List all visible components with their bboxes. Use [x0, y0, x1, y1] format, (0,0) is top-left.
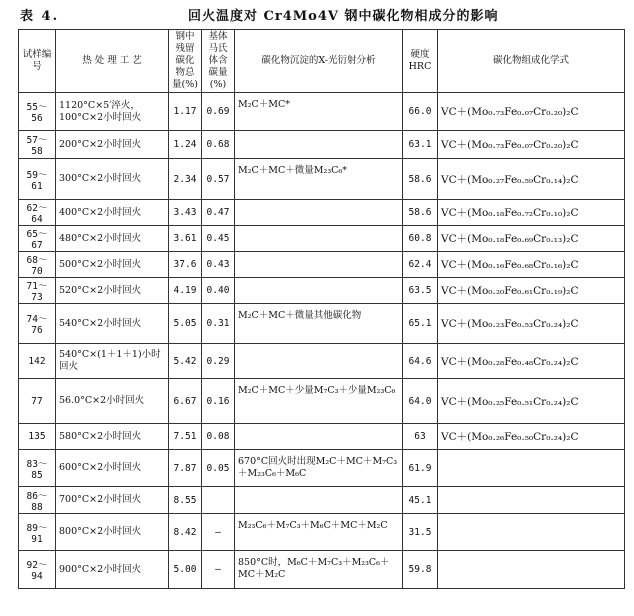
xray-cell: [235, 200, 403, 226]
header-hardness: 硬度 HRC: [403, 30, 438, 93]
process-cell: 500°C×2小时回火: [56, 252, 169, 278]
formula-cell: VC＋(Mo₀.₁₈Fe₀.₇₂Cr₀.₁₀)₂C: [438, 200, 625, 226]
table-row: [19, 159, 625, 200]
process-cell: 540°C×2小时回火: [56, 304, 169, 344]
matrix-carbon-cell: 0.05: [202, 450, 235, 487]
carbide-total-cell: 4.19: [169, 278, 202, 304]
xray-cell: [235, 344, 403, 379]
formula-cell: VC＋(Mo₀.₇₃Fe₀.₀₇Cr₀.₂₀)₂C: [438, 131, 625, 159]
formula-cell: VC＋(Mo₀.₁₆Fe₀.₆₈Cr₀.₁₆)₂C: [438, 252, 625, 278]
carbide-total-cell: 1.24: [169, 131, 202, 159]
sample-cell: 92～94: [19, 551, 56, 589]
carbide-table: [18, 29, 625, 589]
matrix-carbon-cell: 0.31: [202, 304, 235, 344]
xray-cell: M₂C＋MC*: [235, 93, 403, 131]
table-row: [19, 278, 625, 304]
hardness-cell: 45.1: [403, 487, 438, 514]
table-row: [19, 487, 625, 514]
formula-cell: [438, 551, 625, 589]
hardness-cell: 61.9: [403, 450, 438, 487]
formula-cell: [438, 450, 625, 487]
hardness-cell: 59.8: [403, 551, 438, 589]
sample-cell: 57～58: [19, 131, 56, 159]
process-cell: 580°C×2小时回火: [56, 424, 169, 450]
process-cell: 400°C×2小时回火: [56, 200, 169, 226]
hardness-cell: 60.8: [403, 226, 438, 252]
table-row: [19, 304, 625, 344]
xray-cell: M₂₃C₆＋M₇C₃＋M₆C＋MC＋M₂C: [235, 514, 403, 551]
process-cell: 520°C×2小时回火: [56, 278, 169, 304]
xray-cell: [235, 278, 403, 304]
matrix-carbon-cell: 0.16: [202, 379, 235, 424]
matrix-carbon-cell: 0.29: [202, 344, 235, 379]
xray-cell: [235, 226, 403, 252]
matrix-carbon-cell: 0.40: [202, 278, 235, 304]
matrix-carbon-cell: —: [202, 551, 235, 589]
carbide-total-cell: 6.67: [169, 379, 202, 424]
carbide-total-cell: 8.55: [169, 487, 202, 514]
hardness-cell: 66.0: [403, 93, 438, 131]
header-matrix-carbon: 基体马氏体含碳量(%): [202, 30, 235, 93]
hardness-cell: 64.0: [403, 379, 438, 424]
hardness-cell: 65.1: [403, 304, 438, 344]
process-cell: 56.0°C×2小时回火: [56, 379, 169, 424]
xray-cell: M₂C＋MC＋微量M₂₃C₆*: [235, 159, 403, 200]
xray-cell: [235, 424, 403, 450]
process-cell: 200°C×2小时回火: [56, 131, 169, 159]
header-formula: 碳化物组成化学式: [438, 30, 625, 93]
formula-cell: VC＋(Mo₀.₂₀Fe₀.₆₁Cr₀.₁₉)₂C: [438, 278, 625, 304]
xray-cell: M₂C＋MC＋少量M₇C₃＋少量M₂₃C₆: [235, 379, 403, 424]
table-row: [19, 131, 625, 159]
sample-cell: 142: [19, 344, 56, 379]
matrix-carbon-cell: —: [202, 514, 235, 551]
table-row: [19, 344, 625, 379]
sample-cell: 68～70: [19, 252, 56, 278]
carbide-total-cell: 5.00: [169, 551, 202, 589]
xray-cell: M₂C＋MC＋微量其他碳化物: [235, 304, 403, 344]
hardness-cell: 63: [403, 424, 438, 450]
header-carbide-total: 钢中残留碳化物总量(%): [169, 30, 202, 93]
formula-cell: VC＋(Mo₀.₂₆Fe₀.₅₀Cr₀.₂₄)₂C: [438, 424, 625, 450]
table-row: [19, 226, 625, 252]
process-cell: 540°C×(1＋1＋1)小时回火: [56, 344, 169, 379]
table-row: [19, 252, 625, 278]
process-cell: 300°C×2小时回火: [56, 159, 169, 200]
sample-cell: 86～88: [19, 487, 56, 514]
carbide-total-cell: 8.42: [169, 514, 202, 551]
process-cell: 600°C×2小时回火: [56, 450, 169, 487]
process-cell: 800°C×2小时回火: [56, 514, 169, 551]
process-cell: 700°C×2小时回火: [56, 487, 169, 514]
formula-cell: VC＋(Mo₀.₂₇Fe₀.₅₉Cr₀.₁₄)₂C: [438, 159, 625, 200]
table-row: [19, 551, 625, 589]
matrix-carbon-cell: 0.47: [202, 200, 235, 226]
header-row: [19, 30, 625, 93]
hardness-cell: 31.5: [403, 514, 438, 551]
matrix-carbon-cell: 0.45: [202, 226, 235, 252]
table-row: [19, 200, 625, 226]
sample-cell: 62～64: [19, 200, 56, 226]
sample-cell: 77: [19, 379, 56, 424]
formula-cell: VC＋(Mo₀.₁₈Fe₀.₆₉Cr₀.₁₃)₂C: [438, 226, 625, 252]
table-row: [19, 379, 625, 424]
carbide-total-cell: 7.87: [169, 450, 202, 487]
table-caption: [0, 2, 634, 24]
sample-cell: 65～67: [19, 226, 56, 252]
process-cell: 900°C×2小时回火: [56, 551, 169, 589]
process-cell: 480°C×2小时回火: [56, 226, 169, 252]
table-label: 表 4.: [20, 9, 60, 24]
sample-cell: 74～76: [19, 304, 56, 344]
matrix-carbon-cell: 0.68: [202, 131, 235, 159]
hardness-cell: 58.6: [403, 200, 438, 226]
sample-cell: 55～56: [19, 93, 56, 131]
formula-cell: [438, 514, 625, 551]
matrix-carbon-cell: 0.69: [202, 93, 235, 131]
carbide-total-cell: 5.05: [169, 304, 202, 344]
sample-cell: 135: [19, 424, 56, 450]
formula-cell: VC＋(Mo₀.₇₃Fe₀.₀₇Cr₀.₂₀)₂C: [438, 93, 625, 131]
matrix-carbon-cell: 0.43: [202, 252, 235, 278]
carbide-total-cell: 1.17: [169, 93, 202, 131]
carbide-total-cell: 7.51: [169, 424, 202, 450]
header-process: 热 处 理 工 艺: [56, 30, 169, 93]
carbide-total-cell: 37.6: [169, 252, 202, 278]
formula-cell: VC＋(Mo₀.₂₈Fe₀.₄₈Cr₀.₂₄)₂C: [438, 344, 625, 379]
xray-cell: 850°C时，M₆C＋M₇C₃＋M₂₃C₆＋MC＋M₂C: [235, 551, 403, 589]
xray-cell: [235, 487, 403, 514]
matrix-carbon-cell: 0.08: [202, 424, 235, 450]
formula-cell: VC＋(Mo₀.₂₃Fe₀.₅₃Cr₀.₂₄)₂C: [438, 304, 625, 344]
matrix-carbon-cell: 0.57: [202, 159, 235, 200]
hardness-cell: 62.4: [403, 252, 438, 278]
xray-cell: [235, 252, 403, 278]
formula-cell: [438, 487, 625, 514]
header-sample: 试样编号: [19, 30, 56, 93]
sample-cell: 89～91: [19, 514, 56, 551]
process-cell: 1120°C×5′淬火，100°C×2小时回火: [56, 93, 169, 131]
hardness-cell: 63.5: [403, 278, 438, 304]
carbide-total-cell: 3.43: [169, 200, 202, 226]
sample-cell: 59～61: [19, 159, 56, 200]
xray-cell: [235, 131, 403, 159]
hardness-cell: 63.1: [403, 131, 438, 159]
hardness-cell: 64.6: [403, 344, 438, 379]
sample-cell: 83～85: [19, 450, 56, 487]
table-row: [19, 93, 625, 131]
carbide-total-cell: 2.34: [169, 159, 202, 200]
carbide-total-cell: 3.61: [169, 226, 202, 252]
hardness-cell: 58.6: [403, 159, 438, 200]
table-row: [19, 450, 625, 487]
xray-cell: 670°C回火时出现M₂C＋MC＋M₇C₃＋M₂₃C₆＋M₆C: [235, 450, 403, 487]
table-row: [19, 424, 625, 450]
matrix-carbon-cell: [202, 487, 235, 514]
header-xray: 碳化物沉淀的X-光衍射分析: [235, 30, 403, 93]
sample-cell: 71～73: [19, 278, 56, 304]
table-title: 回火温度对 Cr4Mo4V 钢中碳化物相成分的影响: [188, 9, 499, 24]
table-row: [19, 514, 625, 551]
carbide-total-cell: 5.42: [169, 344, 202, 379]
formula-cell: VC＋(Mo₀.₂₅Fe₀.₅₁Cr₀.₂₄)₂C: [438, 379, 625, 424]
